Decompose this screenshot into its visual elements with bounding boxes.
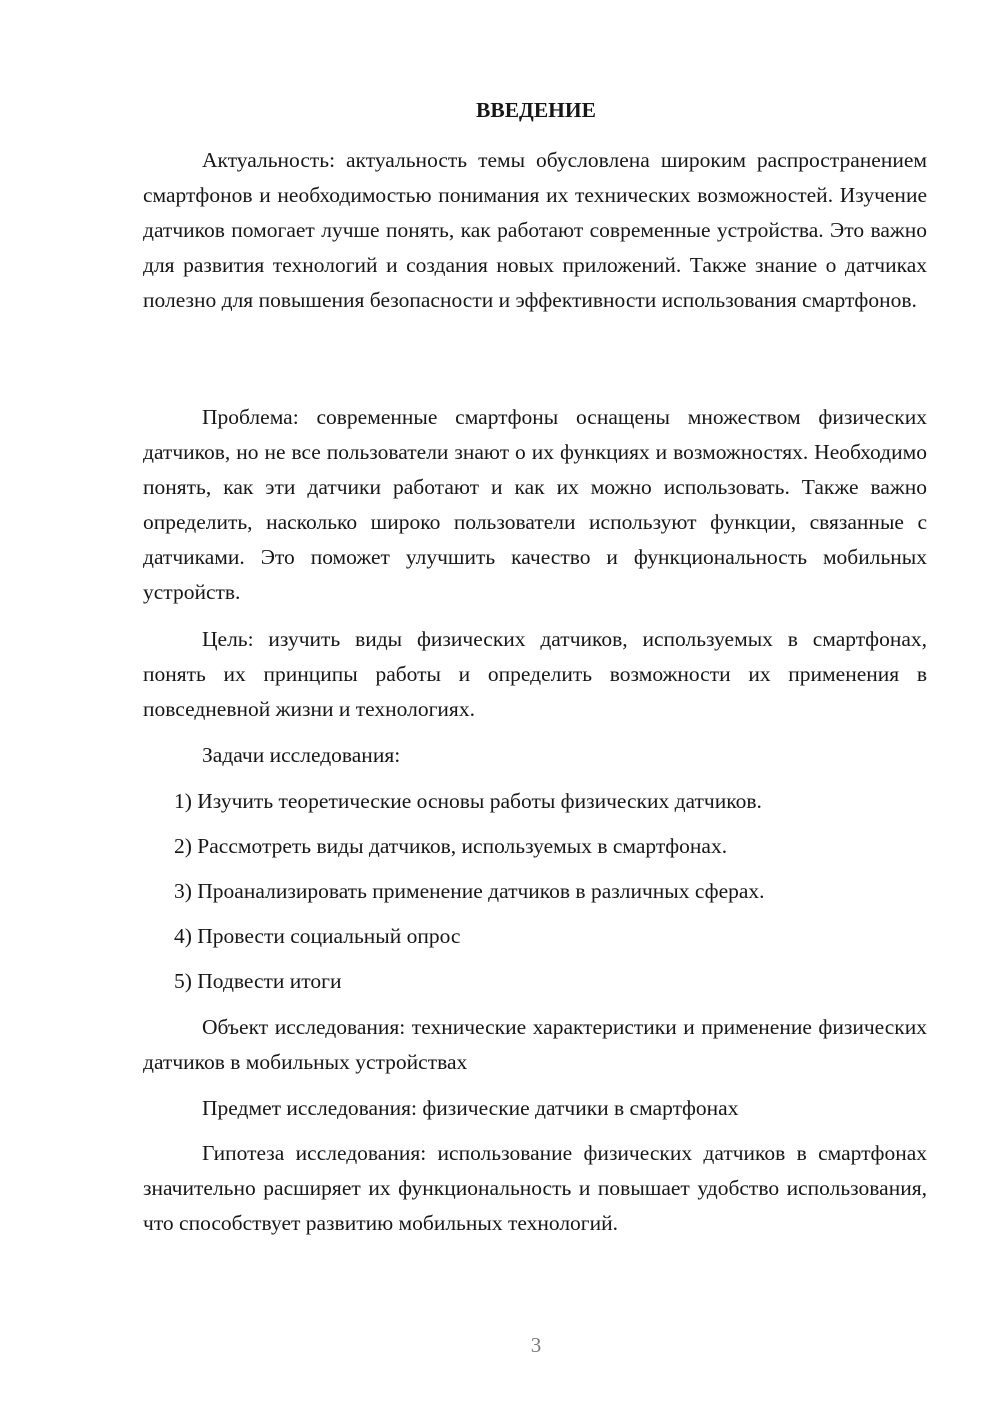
- paragraph-problem: Проблема: современные смартфоны оснащены множеством физических датчиков, но не все пользователи знают о их функциях и возможностях. Необходимо понять, как эти датчики работают и как их можно использовать. Также важно определить, насколько широко пользователи используют функции, связанные с датчиками. Это поможет улучшить качество и функциональность мобильных устройств.: [143, 405, 927, 604]
- paragraph-hypothesis: Гипотеза исследования: использование физических датчиков в смартфонах значительно расширяет их функциональность и повышает удобство использования, что способствует развитию мобильных технологий.: [143, 1141, 927, 1235]
- paragraph-relevance: Актуальность: актуальность темы обусловлена широким распространением смартфонов и необходимостью понимания их технических возможностей. Изучение датчиков помогает лучше понять, как работают современные устройства. Это важно для развития технологий и создания новых приложений. Также знание о датчиках полезно для повышения безопасности и эффективности использования смартфонов.: [143, 148, 927, 312]
- section-title: ВВЕДЕНИЕ: [476, 98, 596, 122]
- page-number: 3: [530, 1333, 542, 1357]
- task-item: 5) Подвести итоги: [174, 969, 342, 993]
- paragraph-goal: Цель: изучить виды физических датчиков, используемых в смартфонах, понять их принципы работы и определить возможности их применения в повседневной жизни и технологиях.: [143, 627, 927, 721]
- task-item: 1) Изучить теоретические основы работы физических датчиков.: [174, 789, 762, 813]
- tasks-heading: Задачи исследования:: [202, 743, 401, 767]
- task-item: 4) Провести социальный опрос: [174, 924, 461, 948]
- paragraph-object: Объект исследования: технические характеристики и применение физических датчиков в мобильных устройствах: [143, 1015, 927, 1074]
- task-item: 2) Рассмотреть виды датчиков, используемых в смартфонах.: [174, 834, 728, 858]
- paragraph-subject: Предмет исследования: физические датчики в смартфонах: [202, 1096, 739, 1120]
- task-item: 3) Проанализировать применение датчиков в различных сферах.: [174, 879, 765, 903]
